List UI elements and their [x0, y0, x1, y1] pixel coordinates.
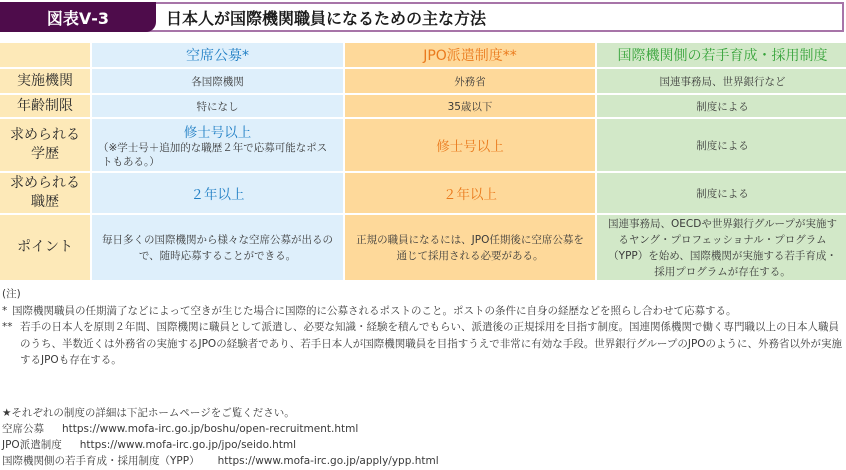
link-url[interactable]: https://www.mofa-irc.go.jp/boshu/open-recruitment.html: [62, 423, 359, 435]
table-row: [0, 173, 846, 213]
table-cell: 毎日多くの国際機関から様々な空席公募が出るので、随時応募することができる。: [92, 215, 343, 280]
comparison-table: [0, 41, 846, 282]
note-item: [2, 303, 846, 320]
notes-section: [2, 286, 846, 369]
table-cell: 各国際機関: [92, 69, 343, 93]
link-item: [2, 421, 439, 437]
note-text: 国際機関職員の任期満了などによって空きが生じた場合に国際的に公募されるポストのこと。ポストの条件に自身の経歴などを照らし合わせて応募する。: [12, 304, 737, 317]
note-mark: **: [2, 321, 13, 333]
link-label: 国際機関側の若手育成・採用制度（YPP）: [2, 455, 200, 467]
table-cell: ２年以上: [345, 173, 595, 213]
table-cell: 国連事務局、OECDや世界銀行グループが実施するヤング・プロフェッショナル・プログラム（YPP）を始め、国際機関が実施する若手育成・採用プログラムが存在する。: [597, 215, 846, 280]
links-intro: ★それぞれの制度の詳細は下記ホームページをご覧ください。: [2, 407, 295, 419]
link-url[interactable]: https://www.mofa-irc.go.jp/jpo/seido.html: [79, 439, 297, 451]
row-label-line: 学歴: [31, 146, 59, 162]
table-cell: 修士号以上: [345, 119, 595, 171]
note-mark: *: [2, 304, 8, 317]
figure-title-bar: [0, 2, 846, 32]
figure-number: 図表Ⅴ-3: [46, 8, 110, 28]
link-item: [2, 437, 439, 453]
figure-title: 日本人が国際機関職員になるための主な方法: [166, 8, 487, 28]
row-label-organization: 実施機関: [0, 69, 90, 93]
table-cell: 正規の職員になるには、JPO任期後に空席公募を通じて採用される必要がある。: [345, 215, 595, 280]
links-section: [2, 405, 439, 469]
notes-heading: (注): [2, 288, 21, 300]
table-cell: 特になし: [92, 95, 343, 117]
table-row: [0, 69, 846, 93]
link-url[interactable]: https://www.mofa-irc.go.jp/apply/ypp.html: [217, 455, 439, 467]
table-row: [0, 215, 846, 280]
note-text: 若手の日本人を原則２年間、国際機関に職員として派遣し、必要な知識・経験を積んでもらい、派遣後の正規採用を目指す制度。国連関係機関で働く専門職以上の日本人職員のうち、半数近くは外務省の実施するJPOの経験者であり、若手日本人が国際機関職員を目指すうえで非常に有効な手段。世界銀行グループのJPOのように、外務省以外が実施するJPOも存在する。: [20, 321, 843, 366]
table-cell: 外務省: [345, 69, 595, 93]
figure-number-tag: [0, 2, 156, 32]
table-cell: 国連事務局、世界銀行など: [597, 69, 846, 93]
row-label-education: [0, 119, 90, 171]
column-header-open-recruitment: 空席公募*: [92, 43, 343, 67]
education-requirement: 修士号以上: [183, 125, 252, 141]
figure-title-box: [140, 2, 844, 32]
table-header-row: [0, 43, 846, 67]
column-header-ypp: 国際機関側の若手育成・採用制度: [597, 43, 846, 67]
link-item: [2, 453, 439, 469]
table-cell: ２年以上: [92, 173, 343, 213]
education-note: （※学士号＋追加的な職歴２年で応募可能なポストもある。）: [98, 142, 328, 168]
note-item: [2, 319, 846, 369]
link-label: JPO派遣制度: [2, 439, 62, 451]
table-cell: 35歳以下: [345, 95, 595, 117]
table-cell: 制度による: [597, 173, 846, 213]
row-label-line: 求められる: [10, 175, 80, 191]
row-label-line: 職歴: [31, 194, 59, 210]
table-cell: [92, 119, 343, 171]
header-corner: [0, 43, 90, 67]
table-cell: 制度による: [597, 119, 846, 171]
row-label-points: ポイント: [0, 215, 90, 280]
row-label-experience: [0, 173, 90, 213]
table-row: [0, 119, 846, 171]
column-header-jpo: JPO派遣制度**: [345, 43, 595, 67]
row-label-line: 求められる: [10, 127, 80, 143]
table-cell: 制度による: [597, 95, 846, 117]
row-label-age-limit: 年齢制限: [0, 95, 90, 117]
link-label: 空席公募: [2, 423, 44, 435]
table-row: [0, 95, 846, 117]
